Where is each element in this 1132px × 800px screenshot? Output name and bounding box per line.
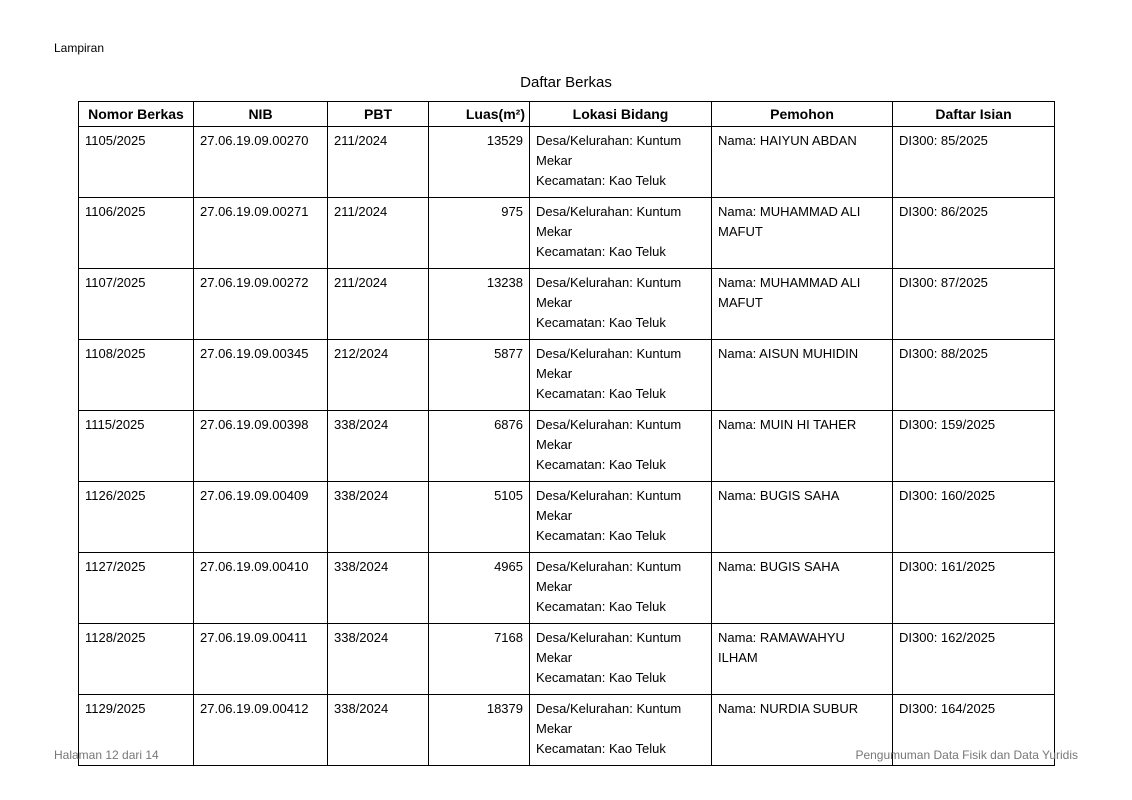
lokasi-desa: Desa/Kelurahan: Kuntum Mekar — [536, 488, 682, 523]
cell-daftar-isian: DI300: 161/2025 — [893, 553, 1055, 624]
table-row — [79, 198, 1055, 269]
cell-pbt: 211/2024 — [328, 127, 429, 198]
lokasi-kecamatan: Kecamatan: Kao Teluk — [536, 528, 666, 543]
cell-nomor-berkas: 1106/2025 — [79, 198, 194, 269]
lokasi-desa: Desa/Kelurahan: Kuntum Mekar — [536, 630, 682, 665]
column-header-lokasi-bidang: Lokasi Bidang — [530, 102, 712, 127]
cell-nomor-berkas: 1129/2025 — [79, 695, 194, 766]
lokasi-desa: Desa/Kelurahan: Kuntum Mekar — [536, 133, 682, 168]
cell-pbt: 211/2024 — [328, 269, 429, 340]
cell-pemohon: Nama: BUGIS SAHA — [712, 482, 893, 553]
cell-pemohon: Nama: MUHAMMAD ALI MAFUT — [712, 198, 893, 269]
cell-pbt: 212/2024 — [328, 340, 429, 411]
cell-lokasi-bidang — [530, 198, 712, 269]
cell-lokasi-bidang — [530, 695, 712, 766]
lokasi-desa: Desa/Kelurahan: Kuntum Mekar — [536, 204, 682, 239]
cell-lokasi-bidang — [530, 482, 712, 553]
lokasi-desa: Desa/Kelurahan: Kuntum Mekar — [536, 346, 682, 381]
table-row — [79, 269, 1055, 340]
cell-daftar-isian: DI300: 159/2025 — [893, 411, 1055, 482]
cell-daftar-isian: DI300: 88/2025 — [893, 340, 1055, 411]
column-header-daftar-isian: Daftar Isian — [893, 102, 1055, 127]
cell-pbt: 211/2024 — [328, 198, 429, 269]
table-row — [79, 482, 1055, 553]
lokasi-desa: Desa/Kelurahan: Kuntum Mekar — [536, 417, 682, 452]
lokasi-desa: Desa/Kelurahan: Kuntum Mekar — [536, 559, 682, 594]
cell-daftar-isian: DI300: 162/2025 — [893, 624, 1055, 695]
cell-pbt: 338/2024 — [328, 411, 429, 482]
cell-nib: 27.06.19.09.00345 — [194, 340, 328, 411]
footer-document-name: Pengumuman Data Fisik dan Data Yuridis — [855, 748, 1078, 762]
cell-nib: 27.06.19.09.00409 — [194, 482, 328, 553]
cell-pemohon: Nama: BUGIS SAHA — [712, 553, 893, 624]
cell-nib: 27.06.19.09.00410 — [194, 553, 328, 624]
lokasi-kecamatan: Kecamatan: Kao Teluk — [536, 315, 666, 330]
cell-lokasi-bidang — [530, 624, 712, 695]
cell-nomor-berkas: 1105/2025 — [79, 127, 194, 198]
lokasi-kecamatan: Kecamatan: Kao Teluk — [536, 599, 666, 614]
table-row — [79, 411, 1055, 482]
cell-luas: 5877 — [429, 340, 530, 411]
cell-pemohon: Nama: AISUN MUHIDIN — [712, 340, 893, 411]
lokasi-kecamatan: Kecamatan: Kao Teluk — [536, 670, 666, 685]
cell-pbt: 338/2024 — [328, 482, 429, 553]
cell-pbt: 338/2024 — [328, 695, 429, 766]
cell-pemohon: Nama: MUHAMMAD ALI MAFUT — [712, 269, 893, 340]
cell-pbt: 338/2024 — [328, 624, 429, 695]
cell-pemohon: Nama: NURDIA SUBUR — [712, 695, 893, 766]
lokasi-kecamatan: Kecamatan: Kao Teluk — [536, 457, 666, 472]
table-row — [79, 624, 1055, 695]
cell-nib: 27.06.19.09.00412 — [194, 695, 328, 766]
lokasi-kecamatan: Kecamatan: Kao Teluk — [536, 741, 666, 756]
cell-nomor-berkas: 1128/2025 — [79, 624, 194, 695]
lokasi-kecamatan: Kecamatan: Kao Teluk — [536, 173, 666, 188]
records-table — [78, 101, 1055, 766]
table-row — [79, 340, 1055, 411]
cell-pemohon: Nama: HAIYUN ABDAN — [712, 127, 893, 198]
cell-daftar-isian: DI300: 86/2025 — [893, 198, 1055, 269]
header-label: Lampiran — [54, 41, 105, 55]
cell-pbt: 338/2024 — [328, 553, 429, 624]
cell-pemohon: Nama: MUIN HI TAHER — [712, 411, 893, 482]
footer-page-number: Halaman 12 dari 14 — [54, 748, 159, 762]
cell-luas: 18379 — [429, 695, 530, 766]
cell-luas: 4965 — [429, 553, 530, 624]
cell-daftar-isian: DI300: 85/2025 — [893, 127, 1055, 198]
column-header-pemohon: Pemohon — [712, 102, 893, 127]
column-header-pbt: PBT — [328, 102, 429, 127]
table-row — [79, 127, 1055, 198]
cell-nib: 27.06.19.09.00270 — [194, 127, 328, 198]
cell-luas: 13529 — [429, 127, 530, 198]
lokasi-desa: Desa/Kelurahan: Kuntum Mekar — [536, 701, 682, 736]
cell-luas: 5105 — [429, 482, 530, 553]
cell-nib: 27.06.19.09.00271 — [194, 198, 328, 269]
document-title: Daftar Berkas — [520, 74, 612, 91]
cell-luas: 975 — [429, 198, 530, 269]
cell-nib: 27.06.19.09.00398 — [194, 411, 328, 482]
lokasi-desa: Desa/Kelurahan: Kuntum Mekar — [536, 275, 682, 310]
cell-lokasi-bidang — [530, 411, 712, 482]
cell-luas: 7168 — [429, 624, 530, 695]
cell-nib: 27.06.19.09.00272 — [194, 269, 328, 340]
cell-luas: 6876 — [429, 411, 530, 482]
cell-luas: 13238 — [429, 269, 530, 340]
lokasi-kecamatan: Kecamatan: Kao Teluk — [536, 386, 666, 401]
cell-nomor-berkas: 1115/2025 — [79, 411, 194, 482]
cell-lokasi-bidang — [530, 553, 712, 624]
table-header-row — [79, 102, 1055, 127]
cell-nomor-berkas: 1126/2025 — [79, 482, 194, 553]
column-header-nib: NIB — [194, 102, 328, 127]
cell-nomor-berkas: 1107/2025 — [79, 269, 194, 340]
lokasi-kecamatan: Kecamatan: Kao Teluk — [536, 244, 666, 259]
cell-daftar-isian: DI300: 160/2025 — [893, 482, 1055, 553]
cell-lokasi-bidang — [530, 340, 712, 411]
cell-lokasi-bidang — [530, 127, 712, 198]
cell-pemohon: Nama: RAMAWAHYU ILHAM — [712, 624, 893, 695]
cell-lokasi-bidang — [530, 269, 712, 340]
cell-daftar-isian: DI300: 87/2025 — [893, 269, 1055, 340]
table-row — [79, 553, 1055, 624]
column-header-luas: Luas(m²) — [429, 102, 530, 127]
cell-nib: 27.06.19.09.00411 — [194, 624, 328, 695]
cell-nomor-berkas: 1108/2025 — [79, 340, 194, 411]
cell-daftar-isian: DI300: 164/2025 — [893, 695, 1055, 766]
column-header-nomor-berkas: Nomor Berkas — [79, 102, 194, 127]
cell-nomor-berkas: 1127/2025 — [79, 553, 194, 624]
